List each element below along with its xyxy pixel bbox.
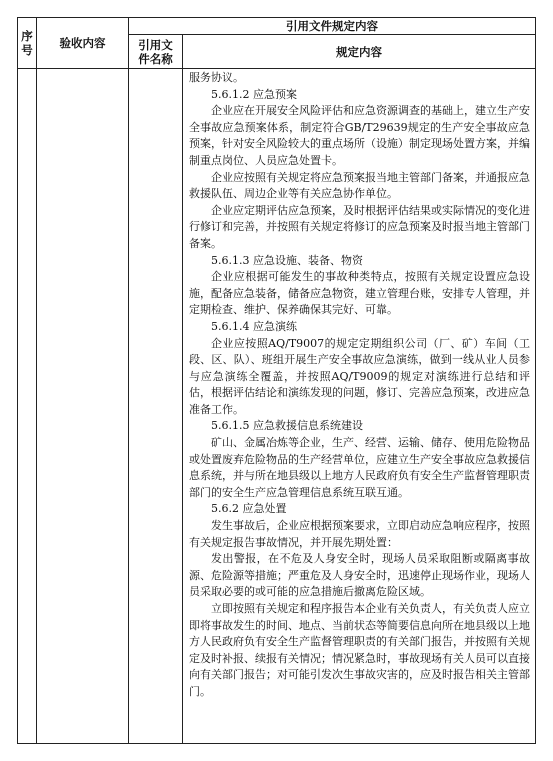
paragraph: 企业应根据可能发生的事故种类特点，按照有关规定设置应急设施，配备应急装备，储备应急物资，建立管理台账，安排专人管理，并定期检查、维护、保养确保其完好、可靠。: [189, 270, 530, 317]
header-acceptance: 验收内容: [37, 18, 129, 69]
paragraph: 矿山、金属冶炼等企业，生产、经营、运输、储存、使用危险物品或处置废弃危险物品的生产经营单位，应建立生产安全事故应急救援信息系统，并与所在地县级以上地方人民政府负有安全生产监督管理职责部门的安全生产应急管理信息系统互联互通。: [189, 436, 530, 499]
paragraph: 企业应定期评估应急预案，及时根据评估结果或实际情况的变化进行修订和完善，并按照有关规定将修订的应急预案及时报当地主管部门备案。: [189, 203, 530, 250]
paragraph: 发生事故后，企业应根据预案要求，立即启动应急响应程序，按照有关规定报告事故情况，并开展先期处置：: [189, 519, 530, 549]
document-page: [17, 17, 536, 744]
paragraph: 立即按照有关规定和程序报告本企业有关负责人，有关负责人应立即将事故发生的时间、地点、当前状态等简要信息向所在地县级以上地方人民政府负有安全生产监督管理职责的有关部门报告，并按照有关规定及时补报、续报有关情况；情况紧急时，事故现场有关人员可以直接向有关部门报告；对可能引发次生事故灾害的，应及时报告相关主管部门。: [189, 602, 530, 698]
section-heading: 5.6.2 应急处置: [211, 502, 287, 516]
paragraph: 企业应按照有关规定将应急预案报当地主管部门备案，并通报应急救援队伍、周边企业等有关应急协作单位。: [189, 170, 530, 201]
header-ref-file: 引用文 件名称: [129, 35, 183, 69]
paragraph: 企业应按照AQ/T9007的规定定期组织公司（厂、矿）车间（工段、区、队）、班组开展生产安全事故应急演练，做到一线从业人员参与应急演练全覆盖，并按照AQ/T9009的规定对演练进行总结和评估，根据评估结论和演练发现的问题，修订、完善应急预案，改进应急准备工作。: [189, 336, 530, 416]
acceptance-table: [17, 17, 536, 744]
section-heading: 5.6.1.2 应急预案: [211, 87, 297, 101]
header-requirement: 规定内容: [183, 35, 536, 69]
paragraph: 发出警报，在不危及人身安全时，现场人员采取阻断或隔离事故源、危险源等措施；严重危及人身安全时，迅速停止现场作业，现场人员采取必要的或可能的应急措施后撤离危险区域。: [189, 552, 530, 599]
cell-requirement: [183, 69, 536, 744]
requirement-text: [183, 69, 535, 701]
header-no: 序 号: [18, 18, 37, 69]
section-heading: 5.6.1.4 应急演练: [211, 319, 297, 333]
cell-no: [18, 69, 37, 744]
header-group: 引用文件规定内容: [129, 18, 536, 35]
cell-acceptance: [37, 69, 129, 744]
section-heading: 5.6.1.3 应急设施、装备、物资: [211, 253, 363, 267]
cell-ref-file: [129, 69, 183, 744]
section-heading: 5.6.1.5 应急救援信息系统建设: [211, 419, 363, 433]
paragraph: 服务协议。: [189, 71, 244, 84]
paragraph: 企业应在开展安全风险评估和应急资源调查的基础上，建立生产安全事故应急预案体系，制定符合GB/T29639规定的生产安全事故应急预案，针对安全风险较大的重点场所（设施）制定现场处置方案，并编制重点岗位、人员应急处置卡。: [189, 104, 530, 167]
